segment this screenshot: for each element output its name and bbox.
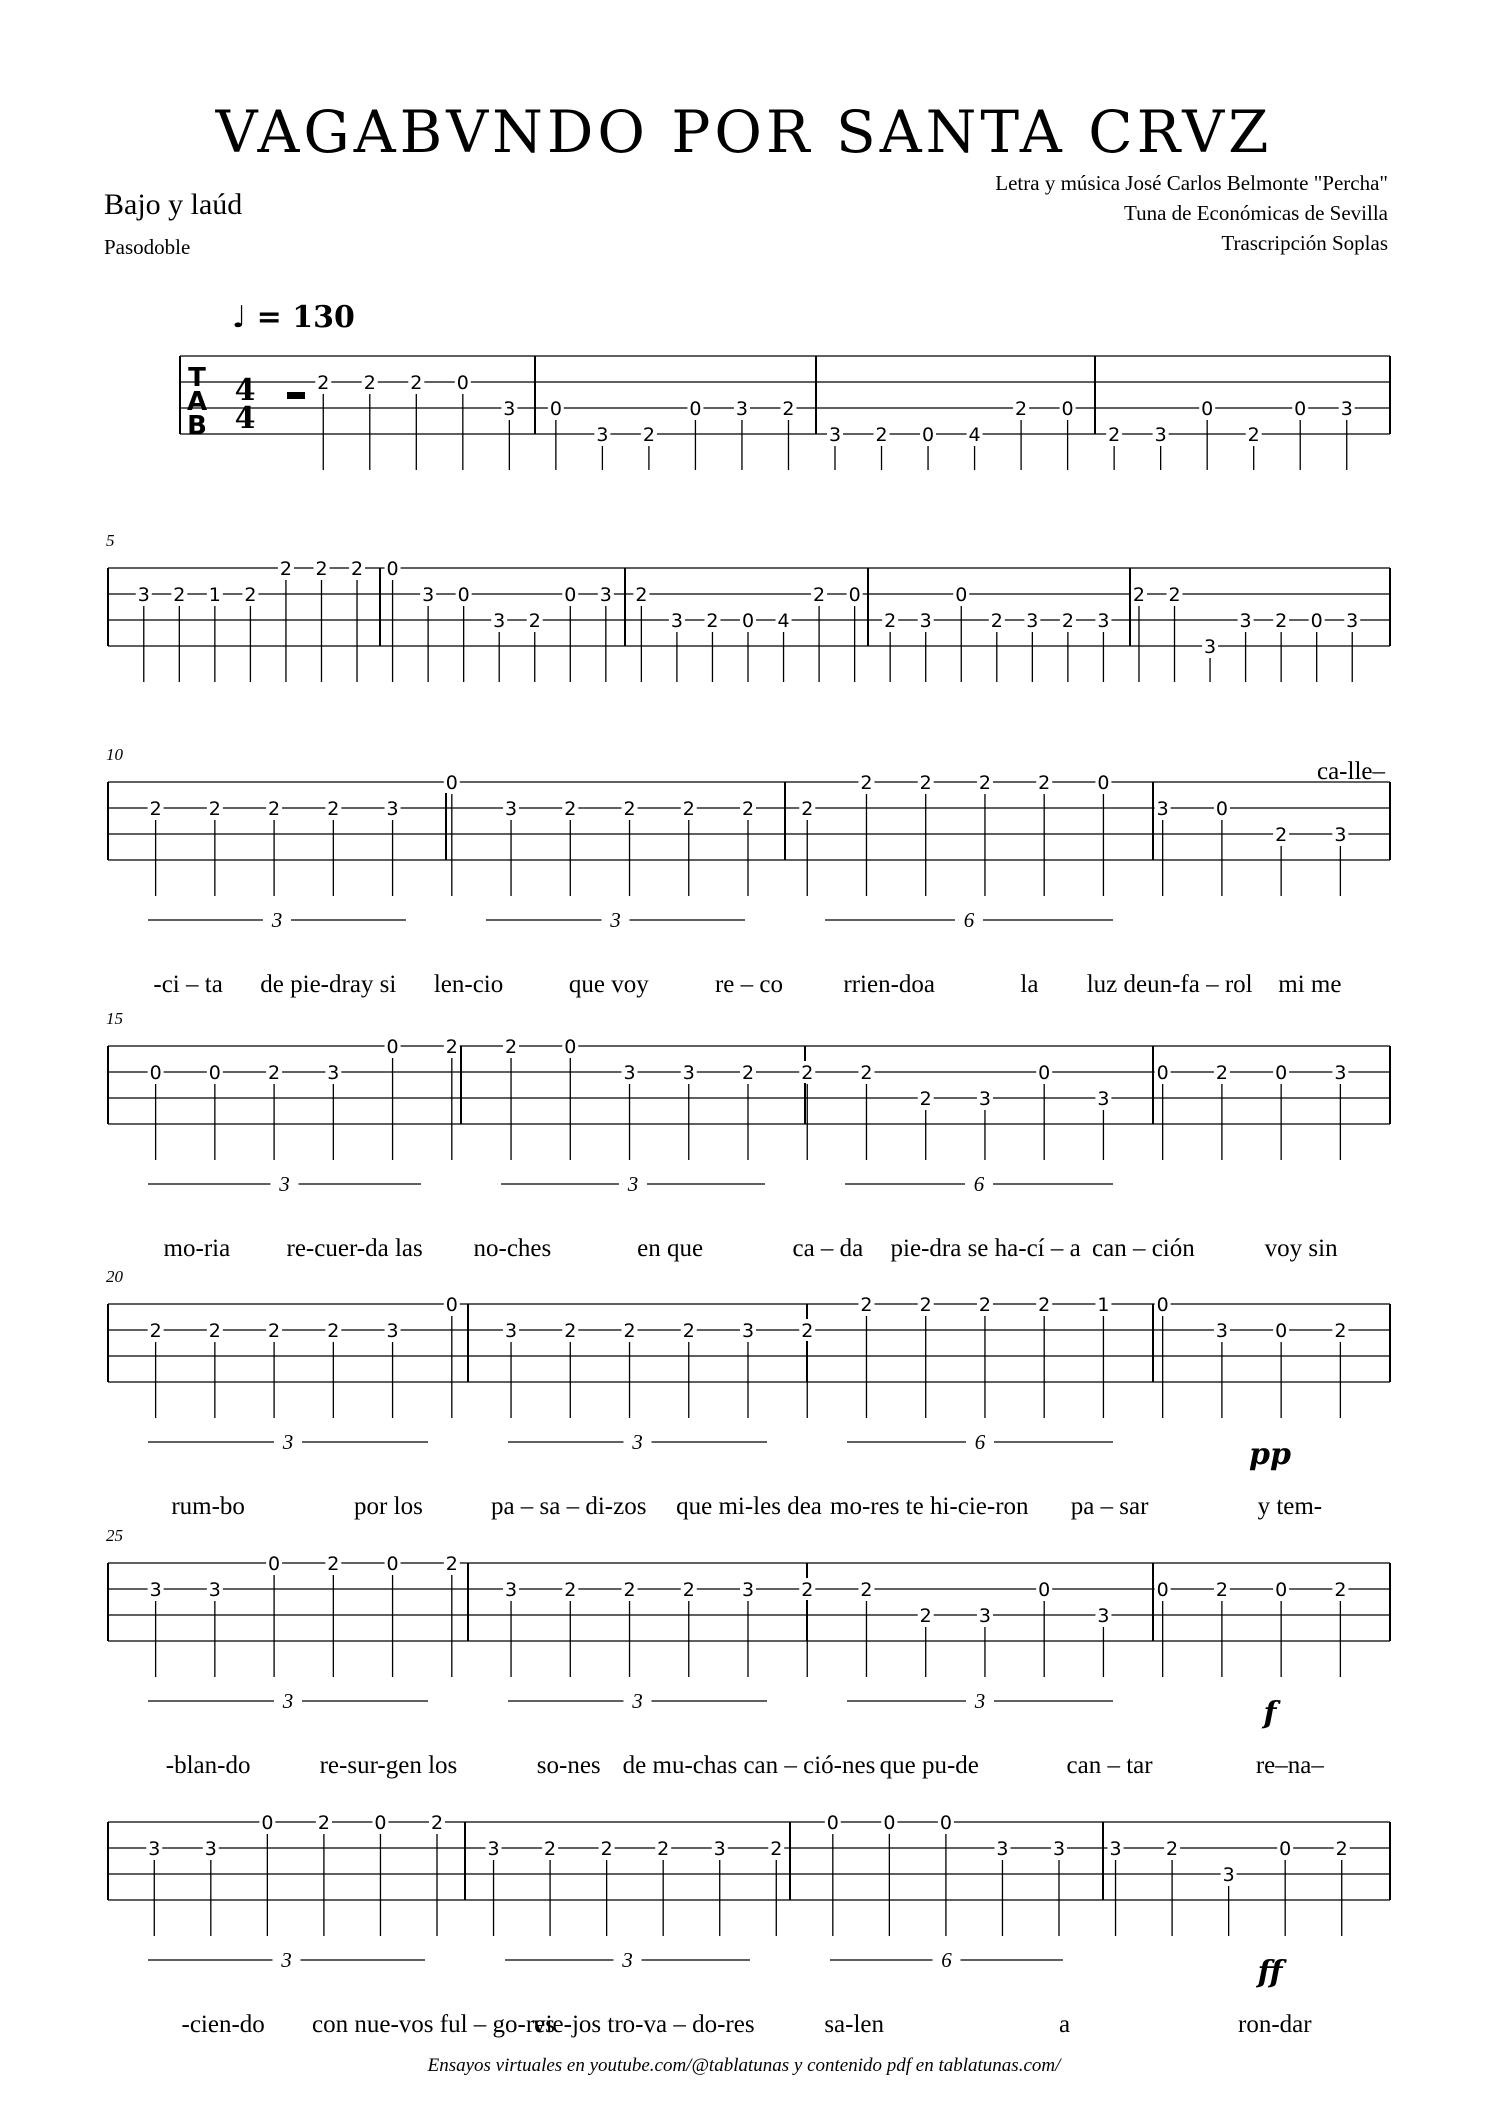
fret-number: 2 bbox=[1061, 610, 1074, 632]
fret-number: 2 bbox=[1334, 1320, 1347, 1342]
dynamic-marking: pp bbox=[1249, 1437, 1291, 1472]
fret-number: 3 bbox=[996, 1838, 1009, 1860]
fret-number: 2 bbox=[919, 1088, 932, 1110]
fret-number: 0 bbox=[1275, 1579, 1288, 1601]
fret-number: 2 bbox=[445, 1553, 458, 1575]
tuplet-number: 3 bbox=[279, 1172, 290, 1196]
fret-number: 2 bbox=[919, 1294, 932, 1316]
lyric-syllables: pa – sa – di-zos bbox=[490, 1493, 647, 1520]
fret-number: 4 bbox=[777, 610, 790, 632]
lyric-syllables: re – co bbox=[714, 971, 784, 998]
lyric-syllables: no-ches bbox=[473, 1235, 552, 1262]
lyric-syllables: mi me bbox=[1278, 971, 1342, 998]
tab-clef-letter: T bbox=[188, 363, 206, 393]
fret-number: 3 bbox=[599, 584, 612, 606]
fret-number: 2 bbox=[860, 772, 873, 794]
fret-number: 0 bbox=[741, 610, 755, 632]
fret-number: 0 bbox=[1038, 1579, 1051, 1601]
fret-number: 2 bbox=[244, 584, 257, 606]
fret-number: 2 bbox=[350, 558, 364, 580]
fret-number: 2 bbox=[1166, 1838, 1179, 1860]
instrument-label: Bajo y laúd bbox=[104, 188, 243, 221]
fret-number: 2 bbox=[623, 1320, 636, 1342]
lyric-syllables: can – tar bbox=[1066, 1752, 1153, 1779]
tuplet-number: 6 bbox=[941, 1948, 952, 1972]
fret-number: 2 bbox=[801, 1579, 814, 1601]
fret-number: 0 bbox=[1156, 1294, 1169, 1316]
lyric-syllables: re-cuer-da las bbox=[286, 1235, 423, 1262]
fret-number: 2 bbox=[682, 798, 695, 820]
fret-number: 3 bbox=[422, 584, 435, 606]
fret-number: 2 bbox=[1015, 398, 1028, 420]
fret-number: 2 bbox=[682, 1579, 695, 1601]
fret-number: 1 bbox=[208, 584, 221, 606]
fret-number: 3 bbox=[505, 798, 518, 820]
dynamic-marking: f bbox=[1263, 1696, 1277, 1731]
fret-number: 0 bbox=[1038, 1062, 1051, 1084]
lyric-syllables: mo-res te hi-cie-ron bbox=[830, 1493, 1029, 1520]
tuplet-number: 6 bbox=[973, 1172, 985, 1196]
time-signature-top: 4 bbox=[234, 373, 256, 408]
fret-number: 2 bbox=[978, 1294, 991, 1316]
lyric-syllables: ron-dar bbox=[1238, 2011, 1312, 2038]
fret-number: 3 bbox=[137, 584, 150, 606]
tempo-value: = 130 bbox=[256, 300, 355, 335]
time-signature-bottom: 4 bbox=[234, 401, 256, 436]
fret-number: 2 bbox=[642, 424, 655, 446]
tuplet-number: 3 bbox=[281, 1948, 292, 1972]
lyric-syllables: re-sur-gen los bbox=[319, 1752, 458, 1779]
fret-number: 3 bbox=[1052, 1838, 1066, 1860]
fret-number: 2 bbox=[623, 1579, 636, 1601]
fret-number: 2 bbox=[801, 1320, 814, 1342]
fret-number: 0 bbox=[564, 1036, 577, 1058]
credit-line: Trascripción Soplas bbox=[1221, 231, 1388, 255]
style-label: Pasodoble bbox=[104, 235, 191, 259]
fret-number: 2 bbox=[208, 798, 221, 820]
half-rest-icon bbox=[287, 392, 305, 399]
fret-number: 0 bbox=[456, 372, 469, 394]
fret-number: 2 bbox=[782, 398, 795, 420]
fret-number: 2 bbox=[884, 610, 897, 632]
fret-number: 0 bbox=[445, 772, 458, 794]
fret-number: 2 bbox=[657, 1838, 670, 1860]
fret-number: 2 bbox=[363, 372, 376, 394]
fret-number: 3 bbox=[493, 610, 506, 632]
fret-number: 4 bbox=[968, 424, 981, 446]
fret-number: 2 bbox=[528, 610, 541, 632]
lyric-syllables: pa – sar bbox=[1070, 1493, 1149, 1520]
fret-number: 2 bbox=[978, 772, 991, 794]
measure-number: 25 bbox=[106, 1526, 123, 1545]
fret-number: 3 bbox=[623, 1062, 636, 1084]
fret-number: 2 bbox=[1038, 1294, 1051, 1316]
lyric-syllables: len-cio bbox=[433, 971, 504, 998]
fret-number: 0 bbox=[1215, 798, 1228, 820]
fret-number: 2 bbox=[564, 1320, 577, 1342]
tab-clef-letter: B bbox=[187, 411, 207, 441]
fret-number: 0 bbox=[386, 1036, 399, 1058]
fret-number: 3 bbox=[1334, 1062, 1347, 1084]
lyric-syllables: so-nes bbox=[536, 1752, 601, 1779]
fret-number: 3 bbox=[1334, 824, 1347, 846]
fret-number: 3 bbox=[735, 398, 749, 420]
fret-number: 2 bbox=[860, 1062, 873, 1084]
fret-number: 3 bbox=[1215, 1320, 1228, 1342]
fret-number: 0 bbox=[208, 1062, 221, 1084]
tuplet-number: 3 bbox=[632, 1689, 643, 1713]
footer-note: Ensayos virtuales en youtube.com/@tablatunas y contenido pdf en tablatunas.com/ bbox=[427, 2055, 1061, 2076]
fret-number: 2 bbox=[544, 1838, 557, 1860]
fret-number: 2 bbox=[1038, 772, 1051, 794]
fret-number: 3 bbox=[828, 424, 842, 446]
fret-number: 2 bbox=[990, 610, 1003, 632]
fret-number: 2 bbox=[875, 424, 888, 446]
fret-number: 2 bbox=[682, 1320, 695, 1342]
measure-number: 10 bbox=[106, 745, 123, 764]
fret-number: 2 bbox=[635, 584, 648, 606]
lyric-syllables: can – ción bbox=[1092, 1235, 1195, 1262]
lyric-syllables: rrien-doa bbox=[843, 971, 936, 998]
fret-number: 2 bbox=[1275, 610, 1288, 632]
fret-number: 2 bbox=[268, 1320, 281, 1342]
fret-number: 2 bbox=[623, 798, 636, 820]
fret-number: 3 bbox=[208, 1579, 221, 1601]
fret-number: 2 bbox=[919, 1605, 932, 1627]
fret-number: 2 bbox=[208, 1320, 221, 1342]
lyric-syllables: y tem- bbox=[1257, 1493, 1323, 1520]
fret-number: 3 bbox=[1154, 424, 1167, 446]
fret-number: 2 bbox=[1247, 424, 1260, 446]
fret-number: 2 bbox=[279, 558, 292, 580]
lyric-syllables: -cien-do bbox=[181, 2011, 265, 2038]
fret-number: 2 bbox=[505, 1036, 518, 1058]
fret-number: 3 bbox=[386, 1320, 399, 1342]
fret-number: 2 bbox=[410, 372, 423, 394]
lyric-syllables: que voy bbox=[568, 971, 649, 998]
fret-number: 3 bbox=[386, 798, 399, 820]
fret-number: 3 bbox=[1239, 610, 1252, 632]
fret-number: 3 bbox=[978, 1605, 991, 1627]
lyric-syllables: ca – da bbox=[792, 1235, 864, 1262]
fret-number: 0 bbox=[386, 1553, 399, 1575]
tuplet-number: 3 bbox=[627, 1172, 639, 1196]
fret-number: 2 bbox=[801, 798, 814, 820]
lyric-syllables: -ci – ta bbox=[153, 971, 223, 998]
fret-number: 0 bbox=[848, 584, 861, 606]
fret-number: 2 bbox=[600, 1838, 613, 1860]
fret-number: 3 bbox=[149, 1579, 162, 1601]
lyric-syllables: luz deun-fa – rol bbox=[1086, 971, 1253, 998]
fret-number: 2 bbox=[706, 610, 719, 632]
fret-number: 3 bbox=[919, 610, 932, 632]
fret-number: 2 bbox=[1335, 1838, 1348, 1860]
lyric-syllables: pie-dra se ha-cí – a bbox=[890, 1235, 1081, 1262]
fret-number: 2 bbox=[1215, 1579, 1228, 1601]
lyric-syllables: ca-lle– bbox=[1316, 758, 1385, 785]
lyric-syllables: voy sin bbox=[1264, 1235, 1338, 1262]
fret-number: 3 bbox=[1097, 610, 1110, 632]
fret-number: 3 bbox=[1026, 610, 1039, 632]
fret-number: 3 bbox=[1109, 1838, 1122, 1860]
fret-number: 2 bbox=[741, 1062, 755, 1084]
fret-number: 2 bbox=[315, 558, 328, 580]
fret-number: 3 bbox=[978, 1088, 991, 1110]
fret-number: 3 bbox=[682, 1062, 695, 1084]
fret-number: 2 bbox=[327, 1553, 340, 1575]
lyric-syllables: que pu-de bbox=[879, 1752, 979, 1779]
fret-number: 3 bbox=[1156, 798, 1169, 820]
fret-number: 0 bbox=[549, 398, 562, 420]
fret-number: 0 bbox=[268, 1553, 281, 1575]
fret-number: 2 bbox=[860, 1579, 873, 1601]
fret-number: 0 bbox=[883, 1812, 896, 1834]
fret-number: 2 bbox=[173, 584, 186, 606]
fret-number: 0 bbox=[1061, 398, 1074, 420]
fret-number: 0 bbox=[921, 424, 935, 446]
fret-number: 0 bbox=[1279, 1838, 1292, 1860]
fret-number: 0 bbox=[1294, 398, 1307, 420]
fret-number: 3 bbox=[1204, 636, 1217, 658]
fret-number: 3 bbox=[1346, 610, 1359, 632]
fret-number: 2 bbox=[268, 798, 281, 820]
tab-clef-letter: A bbox=[186, 387, 208, 417]
measure-number: 20 bbox=[106, 1267, 123, 1286]
fret-number: 3 bbox=[596, 424, 609, 446]
fret-number: 2 bbox=[327, 1320, 340, 1342]
measure-number: 5 bbox=[106, 531, 115, 550]
measure-number: 15 bbox=[106, 1009, 123, 1028]
fret-number: 2 bbox=[268, 1062, 281, 1084]
fret-number: 2 bbox=[564, 798, 577, 820]
fret-number: 0 bbox=[1156, 1062, 1169, 1084]
fret-number: 3 bbox=[741, 1579, 755, 1601]
tuplet-number: 3 bbox=[632, 1430, 643, 1454]
fret-number: 2 bbox=[770, 1838, 783, 1860]
fret-number: 0 bbox=[1156, 1579, 1169, 1601]
fret-number: 2 bbox=[1275, 824, 1288, 846]
tuplet-number: 3 bbox=[974, 1689, 986, 1713]
fret-number: 2 bbox=[317, 1812, 330, 1834]
fret-number: 2 bbox=[1215, 1062, 1228, 1084]
tuplet-number: 3 bbox=[282, 1430, 294, 1454]
fret-number: 2 bbox=[919, 772, 932, 794]
score-title: VAGABVNDO POR SANTA CRVZ bbox=[215, 98, 1273, 166]
fret-number: 0 bbox=[261, 1812, 274, 1834]
quarter-note-icon: ♩ bbox=[232, 300, 247, 335]
credit-line: Letra y música José Carlos Belmonte "Percha" bbox=[995, 171, 1388, 195]
fret-number: 3 bbox=[148, 1838, 161, 1860]
fret-number: 0 bbox=[457, 584, 470, 606]
fret-number: 3 bbox=[713, 1838, 726, 1860]
fret-number: 2 bbox=[564, 1579, 577, 1601]
tuplet-number: 3 bbox=[271, 908, 283, 932]
fret-number: 3 bbox=[1097, 1605, 1110, 1627]
fret-number: 3 bbox=[505, 1320, 518, 1342]
lyric-syllables: que mi-les dea bbox=[676, 1493, 822, 1520]
fret-number: 0 bbox=[445, 1294, 458, 1316]
lyric-syllables: vie-jos tro-va – do-res bbox=[533, 2011, 755, 2038]
fret-number: 0 bbox=[826, 1812, 839, 1834]
fret-number: 2 bbox=[149, 1320, 162, 1342]
fret-number: 2 bbox=[813, 584, 826, 606]
fret-number: 3 bbox=[204, 1838, 217, 1860]
fret-number: 2 bbox=[860, 1294, 873, 1316]
lyric-syllables: por los bbox=[354, 1493, 423, 1520]
fret-number: 3 bbox=[670, 610, 683, 632]
fret-number: 2 bbox=[1132, 584, 1146, 606]
lyric-syllables: con nue-vos ful – go-res bbox=[312, 2011, 555, 2038]
lyric-syllables: -blan-do bbox=[165, 1752, 251, 1779]
fret-number: 0 bbox=[1275, 1062, 1288, 1084]
tuplet-number: 6 bbox=[974, 1430, 986, 1454]
tuplet-number: 3 bbox=[282, 1689, 294, 1713]
lyric-syllables: en que bbox=[637, 1235, 704, 1262]
fret-number: 3 bbox=[741, 1320, 755, 1342]
fret-number: 2 bbox=[801, 1062, 814, 1084]
lyric-syllables: la bbox=[1020, 971, 1039, 998]
fret-number: 0 bbox=[374, 1812, 387, 1834]
fret-number: 3 bbox=[1097, 1088, 1110, 1110]
lyric-syllables: de pie-dray si bbox=[260, 971, 397, 998]
credit-line: Tuna de Económicas de Sevilla bbox=[1123, 201, 1388, 225]
fret-number: 3 bbox=[505, 1579, 518, 1601]
fret-number: 0 bbox=[955, 584, 968, 606]
fret-number: 0 bbox=[1201, 398, 1214, 420]
lyric-syllables: re–na– bbox=[1255, 1752, 1324, 1779]
tuplet-number: 6 bbox=[963, 908, 975, 932]
fret-number: 2 bbox=[149, 798, 162, 820]
fret-number: 2 bbox=[741, 798, 755, 820]
fret-number: 3 bbox=[327, 1062, 340, 1084]
fret-number: 2 bbox=[430, 1812, 444, 1834]
fret-number: 2 bbox=[1168, 584, 1181, 606]
fret-number: 0 bbox=[939, 1812, 952, 1834]
fret-number: 3 bbox=[503, 398, 516, 420]
fret-number: 3 bbox=[1340, 398, 1353, 420]
lyric-syllables: de mu-chas can – ció-nes bbox=[622, 1752, 876, 1779]
fret-number: 0 bbox=[689, 398, 702, 420]
fret-number: 0 bbox=[1275, 1320, 1288, 1342]
fret-number: 3 bbox=[487, 1838, 500, 1860]
lyric-syllables: rum-bo bbox=[171, 1493, 245, 1520]
fret-number: 2 bbox=[327, 798, 340, 820]
fret-number: 0 bbox=[149, 1062, 162, 1084]
tuplet-number: 3 bbox=[610, 908, 621, 932]
lyric-syllables: sa-len bbox=[824, 2011, 885, 2038]
fret-number: 3 bbox=[1222, 1864, 1235, 1886]
fret-number: 2 bbox=[1334, 1579, 1347, 1601]
lyric-syllables: a bbox=[1058, 2011, 1071, 2038]
fret-number: 0 bbox=[564, 584, 577, 606]
fret-number: 2 bbox=[317, 372, 330, 394]
fret-number: 0 bbox=[386, 558, 399, 580]
fret-number: 0 bbox=[1097, 772, 1110, 794]
fret-number: 2 bbox=[1108, 424, 1121, 446]
tuplet-number: 3 bbox=[622, 1948, 633, 1972]
fret-number: 1 bbox=[1097, 1294, 1110, 1316]
dynamic-marking: ff bbox=[1257, 1955, 1283, 1990]
fret-number: 2 bbox=[445, 1036, 458, 1058]
fret-number: 0 bbox=[1310, 610, 1323, 632]
lyric-syllables: mo-ria bbox=[163, 1235, 231, 1262]
